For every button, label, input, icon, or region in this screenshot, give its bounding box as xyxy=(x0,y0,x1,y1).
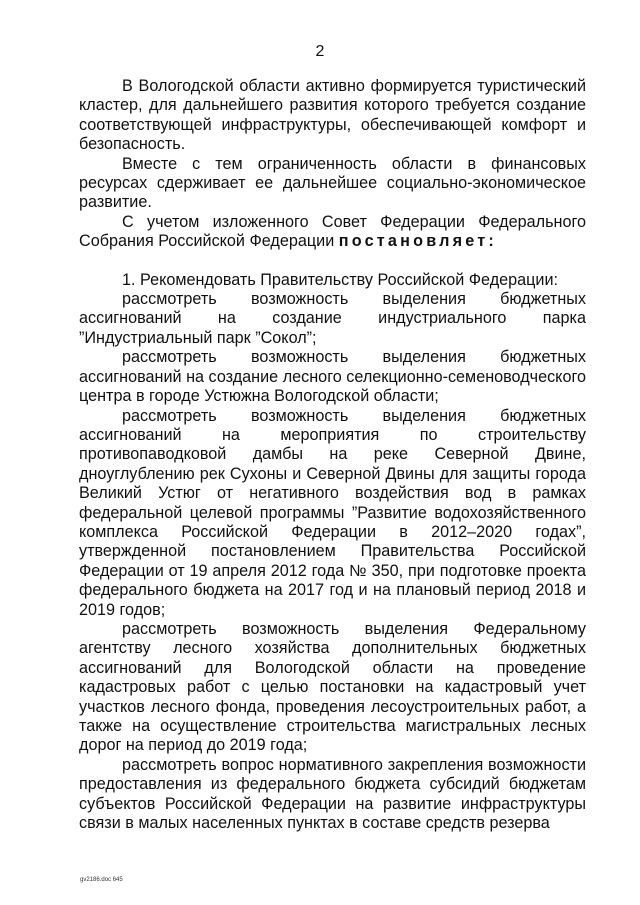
paragraph-spacer xyxy=(79,252,586,271)
paragraph-recommendation-heading: 1. Рекомендовать Правительству Российской Федерации: xyxy=(122,270,559,289)
paragraph-industrial-park: рассмотреть возможность выделения бюджетных ассигнований на создание индустриального парка ”Индустриальный парк ”Сокол”; xyxy=(79,290,586,347)
resolution-verb: постановляет: xyxy=(338,232,497,251)
paragraph-seed-center: рассмотреть возможность выделения бюджетных ассигнований на создание лесного селекционно-семеноводческого центра в городе Устюжна Вологодской области; xyxy=(79,348,586,406)
paragraph-financial-limits: Вместе с тем ограниченность области в финансовых ресурсах сдерживает ее дальнейшее социально-экономическое развитие. xyxy=(79,154,586,212)
resolution-intro-text: С учетом изложенного Совет Федерации Федерального Собрания Российской Федерации xyxy=(79,212,586,251)
paragraph-forestry-cadastre: рассмотреть возможность выделения Федеральному агентству лесного хозяйства дополнительных бюджетных ассигнований для Вологодской области на проведение кадастровых работ с целью постановки на кадастровый учет участков лесного фонда, проведения лесоустроительных работ, а также на осуществление строительства магистральных лесных дорог на период до 2019 года; xyxy=(79,619,586,755)
paragraph-resolution-intro xyxy=(79,213,586,252)
paragraph-communication-subsidies: рассмотреть вопрос нормативного закрепления возможности предоставления из федерального бюджета субсидий бюджетам субъектов Российской Федерации на развитие инфраструктуры связи в малых населенных пунктах в составе средств резерва xyxy=(79,755,586,833)
document-body xyxy=(79,77,586,833)
footer-document-code: gv2186.doc 645 xyxy=(80,877,123,883)
paragraph-flood-dam: рассмотреть возможность выделения бюджетных ассигнований на мероприятия по строительству противопаводковой дамбы на реке Северной Двине, дноуглублению рек Сухоны и Северной Двины для защиты города Великий Устюг от негативного воздействия вод в рамках федеральной целевой программы ”Развитие водохозяйственного комплекса Российской Федерации в 2012–2020 годах”, утвержденной постановлением Правительства Российской Федерации от 19 апреля 2012 года № 350, при подготовке проекта федерального бюджета на 2017 год и на плановый период 2018 и 2019 годов; xyxy=(79,406,586,619)
page-number: 2 xyxy=(315,43,325,60)
paragraph-tourism-cluster: В Вологодской области активно формируется туристический кластер, для дальнейшего развития которого требуется создание соответствующей инфраструктуры, обеспечивающей комфорт и безопасность. xyxy=(79,77,586,154)
